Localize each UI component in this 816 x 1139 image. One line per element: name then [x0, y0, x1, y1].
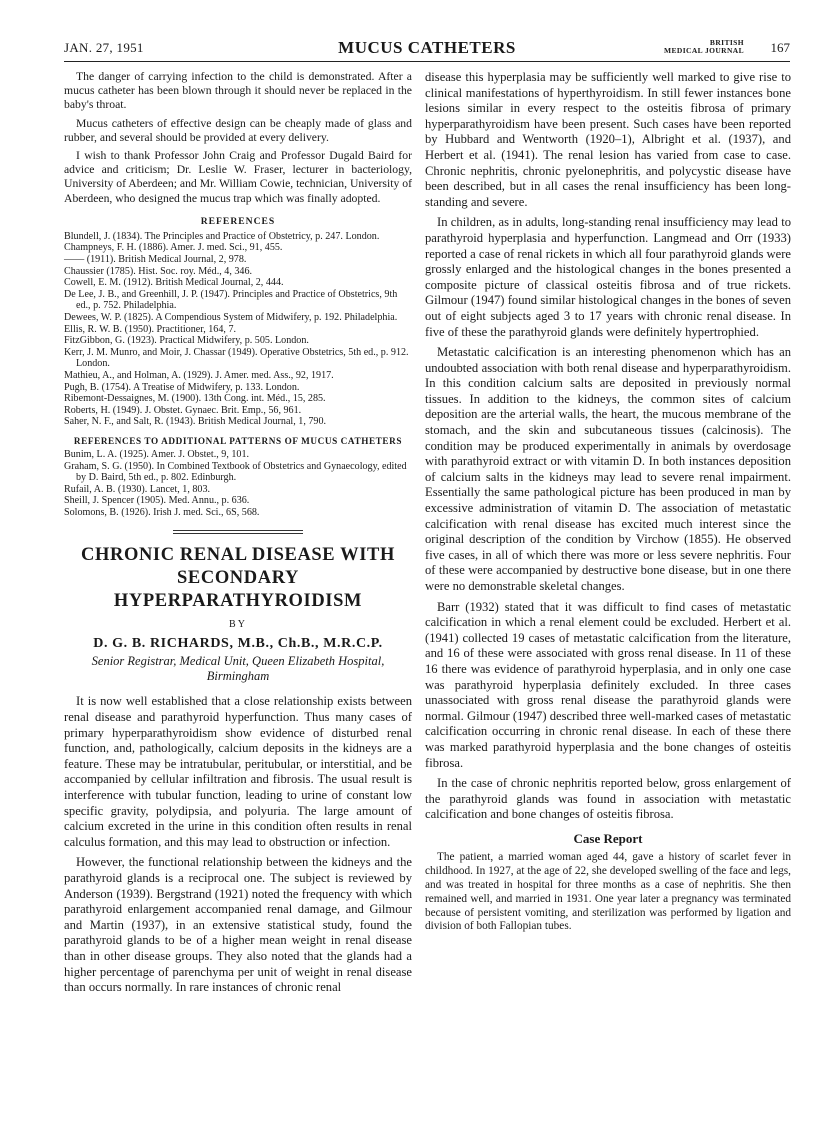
article-paragraph: It is now well established that a close relationship exists between renal disease and parathyroid hyperfunction. Thus many cases of primary hyperparathyroidism show evidence of disturbed renal function, and, pathologically, calcium deposits in the kidneys are a feature. These may be intratubular, peritubular, or interstitial, and be accompanied by cellular infiltration and fibrosis. The usual result is interference with tubular function, leading to urine of constant low specific gravity, polydipsia, and polyuria. The large amount of calcium excreted in the urine in this condition often results in renal calculus formation, and this may lead to obstruction or infection.: [64, 694, 412, 849]
issue-date: JAN. 27, 1951: [64, 40, 144, 55]
journal-name-line1: BRITISH: [709, 38, 744, 47]
intro-paragraph: The danger of carrying infection to the child is demonstrated. After a mucus catheter has been blown through it should never be replaced in the baby's throat.: [64, 70, 412, 112]
section-divider: [173, 533, 303, 534]
case-report-heading: Case Report: [573, 830, 643, 846]
additional-references-list: [64, 449, 412, 519]
article-title-line1: CHRONIC RENAL DISEASE WITH: [81, 545, 395, 566]
page-number: 167: [770, 40, 790, 55]
section-divider: [173, 530, 303, 531]
additional-references-heading: REFERENCES TO ADDITIONAL PATTERNS OF MUCUS CATHETERS: [73, 435, 403, 446]
article-paragraph: disease this hyperplasia may be sufficiently well marked to give rise to clinical manifestations of hyperthyroidism. In still fewer instances bone lesions similar in every respect to the osteitis fibrosa of primary hyperparathyroidism have been present. Such cases have been reported by Hubbard and Wentworth (1920–1), Albright et al. (1937), and Herbert et al. (1941). The renal lesion has varied from case to case. Chronic nephritis, chronic pyelonephritis, and polycystic disease have been described, but in all cases the renal insufficiency has been long-standing and severe.: [425, 70, 791, 209]
byline-label: BY: [229, 619, 247, 631]
journal-name-line2: MEDICAL JOURNAL: [664, 46, 744, 55]
article-title: [64, 544, 412, 613]
reference-item: Dewees, W. P. (1825). A Compendious System of Midwifery, p. 192. Philadelphia.: [64, 311, 398, 323]
reference-item: FitzGibbon, G. (1923). Practical Midwifery, p. 505. London.: [64, 335, 309, 347]
intro-paragraph: Mucus catheters of effective design can be cheaply made of glass and rubber, and several should be provided at every delivery.: [64, 116, 412, 144]
page-header: [64, 38, 790, 60]
reference-item: Ribemont-Dessaignes, M. (1900). 13th Cong. int. Méd., 15, 285.: [64, 393, 326, 405]
right-column: [425, 70, 791, 934]
references-list: [64, 231, 412, 428]
article-paragraph: In the case of chronic nephritis reported below, gross enlargement of the parathyroid glands was found in association with metastatic calcification and bone changes of osteitis fibrosa.: [425, 776, 791, 822]
reference-item: Blundell, J. (1834). The Principles and Practice of Obstetricy, p. 247. London.: [64, 230, 380, 242]
left-column: [64, 70, 412, 999]
reference-item: De Lee, J. B., and Greenhill, J. P. (1947). Principles and Practice of Obstetrics, 9th ed., p. 752. Philadelphia.: [64, 288, 398, 312]
reference-item: Saher, N. F., and Salt, R. (1943). British Medical Journal, 1, 790.: [64, 416, 327, 428]
reference-item: Ellis, R. W. B. (1950). Practitioner, 164, 7.: [64, 323, 237, 335]
reference-item: Solomons, B. (1926). Irish J. med. Sci., 6S, 568.: [64, 506, 260, 518]
reference-item: Chaussier (1785). Hist. Soc. roy. Méd., 4, 346.: [64, 265, 253, 277]
reference-item: Graham, S. G. (1950). In Combined Textbook of Obstetrics and Gynaecology, edited by D. Baird, 5th ed., p. 802. Edinburgh.: [64, 460, 407, 484]
article-paragraph: Barr (1932) stated that it was difficult to find cases of metastatic calcification in which a renal element could be excluded. Herbert et al. (1941) collected 19 cases of metastatic calcification from the literature, and 16 of these were associated with gross renal disease. In 11 of these 16 there was evidence of parathyroid hyperplasia, and in only one case was parathyroid hyperplasia definitely excluded. In three cases unassociated with gross renal disease the parathyroid glands were normal. Gilmour (1947) described three well-marked cases of metastatic calcification occurring in chronic renal disease. In each of these there was marked parathyroid hyperplasia and the bone changes of osteitis fibrosa.: [425, 599, 791, 770]
reference-item: Rufail, A. B. (1930). Lancet, 1, 803.: [64, 483, 211, 495]
reference-item: Pugh, B. (1754). A Treatise of Midwifery, p. 133. London.: [64, 381, 300, 393]
case-report-paragraph: The patient, a married woman aged 44, gave a history of scarlet fever in childhood. In 1927, at the age of 22, she developed swelling of the face and legs, and was treated in hospital for three months as a case of nephritis. She then remained well, and married in 1931. One year later a pregnancy was terminated because of persistent vomiting, and sterilization was performed by ligation and division of both Fallopian tubes.: [425, 850, 791, 933]
acknowledgements: I wish to thank Professor John Craig and Professor Dugald Baird for advice and criticism; Dr. Leslie W. Fraser, lecturer in bacteriology, University of Aberdeen; and Mr. William Cowie, technician, University of Aberdeen, who designed the mucus trap which was finally adopted.: [64, 149, 412, 205]
article-title-line2: SECONDARY HYPERPARATHYROIDISM: [113, 568, 363, 612]
article-paragraph: However, the functional relationship between the kidneys and the parathyroid glands is a reciprocal one. The subject is reviewed by Anderson (1939). Bergstrand (1921) noted the frequency with which parathyroid enlargement accompanied renal damage, and Gilmour and Martin (1937), in an extensive statistical study, found the parathyroid glands to be of a higher mean weight in renal disease than in other disease groups. They also noted that the glands had a higher percentage of parenchyma per unit of weight in renal disease than occurs normally. In rare instances of chronic renal: [64, 855, 412, 995]
running-title: MUCUS CATHETERS: [338, 38, 516, 57]
reference-item: Roberts, H. (1949). J. Obstet. Gynaec. Brit. Emp., 56, 961.: [64, 404, 302, 416]
reference-item: Sheill, J. Spencer (1905). Med. Annu., p. 636.: [64, 495, 250, 507]
author-affiliation: Senior Registrar, Medical Unit, Queen Elizabeth Hospital, Birmingham: [91, 654, 385, 684]
reference-item: Mathieu, A., and Holman, A. (1929). J. Amer. med. Ass., 92, 1917.: [64, 369, 334, 381]
reference-item: Cowell, E. M. (1912). British Medical Journal, 2, 444.: [64, 277, 284, 289]
reference-item: Champneys, F. H. (1886). Amer. J. med. Sci., 91, 455.: [64, 242, 283, 254]
journal-name: [664, 39, 744, 55]
reference-item: Kerr, J. M. Munro, and Moir, J. Chassar (1949). Operative Obstetrics, 5th ed., p. 912. London.: [64, 346, 409, 370]
references-heading: REFERENCES: [200, 215, 276, 227]
reference-item: —— (1911). British Medical Journal, 2, 978.: [64, 254, 247, 266]
article-paragraph: In children, as in adults, long-standing renal insufficiency may lead to parathyroid hyperplasia and hyperfunction. Langmead and Orr (1933) reported a case of renal rickets in which all four parathyroid glands were grossly enlarged and the histological changes in the bones presented a composite picture of classical osteitis fibrosa and of true rickets. Gilmour (1947) found similar histological changes in the bones of seven out of eight subjects aged 3 to 17 years with chronic renal disease. In five of these the parathyroid glands were definitely hypertrophied.: [425, 215, 791, 339]
author-name: D. G. B. RICHARDS, M.B., Ch.B., M.R.C.P.: [93, 636, 383, 652]
reference-item: Bunim, L. A. (1925). Amer. J. Obstet., 9, 101.: [64, 448, 250, 460]
article-paragraph: Metastatic calcification is an interesting phenomenon which has an undoubted association with both renal disease and hyperparathyroidism. In this condition calcium salts are deposited in previously normal tissues. In addition to the kidneys, the common sites of calcium deposition are the arterial walls, the heart, the mucous membrane of the stomach, and the skin and subcutaneous tissues (calcinosis). The condition may be produced experimentally in animals by overdosage with parathyroid extract or with vitamin D. In both instances deposition of calcium salts in the kidneys may lead to severe renal impairment. Essentially the same pathological picture has been produced in man by excessive administration of vitamin D. The association of metastatic calcification with renal disease has excited much interest since the original description of the condition by Virchow (1855). He observed five cases, in all of which there was more or less severe nephritis. Four of these were accompanied by destructive bone disease, but in one there were no demonstrable skeletal changes.: [425, 345, 791, 593]
header-rule: [64, 61, 790, 62]
